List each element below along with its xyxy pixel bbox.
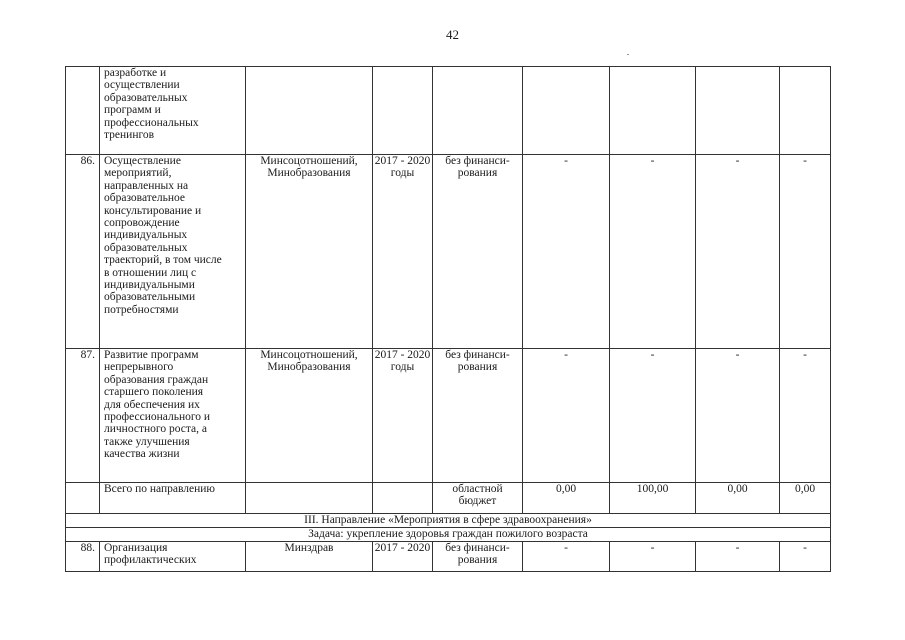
value-cell: -: [523, 542, 610, 572]
measures-table: [65, 66, 831, 572]
row-number: 87.: [66, 349, 100, 483]
value-cell: -: [696, 542, 780, 572]
table-row-88: [66, 542, 831, 572]
executor-cell: Минсоцотношений, Минобразования: [246, 155, 373, 349]
row-number: [66, 483, 100, 514]
scan-speck: [627, 54, 629, 55]
measure-description: Осуществление мероприятий, направленных на образовательное консультирование и сопровождение индивидуальных образовательных траекторий, в том числе в отношении лиц с индивидуальными образовательными потребностями: [100, 155, 246, 349]
source-cell: без финанси-рования: [433, 542, 523, 572]
value-cell: -: [523, 349, 610, 483]
table-row-continuation: [66, 67, 831, 155]
page-number: 42: [446, 27, 459, 42]
row-number: 86.: [66, 155, 100, 349]
value-cell: -: [610, 542, 696, 572]
period-cell: [373, 483, 433, 514]
executor-cell: Минздрав: [246, 542, 373, 572]
total-value: 100,00: [610, 483, 696, 514]
section-title: III. Направление «Мероприятия в сфере здравоохранения»: [66, 514, 831, 528]
task-heading-row: [66, 528, 831, 542]
value-cell: -: [780, 155, 831, 349]
section-heading-row: [66, 514, 831, 528]
total-value: 0,00: [696, 483, 780, 514]
value-cell: -: [780, 542, 831, 572]
source-cell: без финанси-рования: [433, 349, 523, 483]
period-cell: 2017 - 2020 годы: [373, 155, 433, 349]
value-cell: -: [610, 349, 696, 483]
value-cell: -: [610, 155, 696, 349]
value-cell: [780, 67, 831, 155]
period-cell: 2017 - 2020: [373, 542, 433, 572]
measure-description: разработке и осуществлении образовательных программ и профессиональных тренингов: [100, 67, 246, 155]
source-cell: [433, 67, 523, 155]
row-number: [66, 67, 100, 155]
value-cell: [523, 67, 610, 155]
value-cell: -: [780, 349, 831, 483]
value-cell: -: [696, 349, 780, 483]
period-cell: 2017 - 2020 годы: [373, 349, 433, 483]
executor-cell: [246, 67, 373, 155]
value-cell: [696, 67, 780, 155]
row-number: 88.: [66, 542, 100, 572]
task-title: Задача: укрепление здоровья граждан пожилого возраста: [66, 528, 831, 542]
source-cell: без финанси-рования: [433, 155, 523, 349]
period-cell: [373, 67, 433, 155]
total-label: Всего по направлению: [100, 483, 246, 514]
measure-description: Организация профилактических: [100, 542, 246, 572]
measure-description: Развитие программ непрерывного образования граждан старшего поколения для обеспечения их профессионального и личностного роста, а также улучшения качества жизни: [100, 349, 246, 483]
value-cell: -: [523, 155, 610, 349]
value-cell: -: [696, 155, 780, 349]
source-cell: областной бюджет: [433, 483, 523, 514]
table-row-total: [66, 483, 831, 514]
executor-cell: Минсоцотношений, Минобразования: [246, 349, 373, 483]
total-value: 0,00: [523, 483, 610, 514]
table-row-87: [66, 349, 831, 483]
total-value: 0,00: [780, 483, 831, 514]
table-row-86: [66, 155, 831, 349]
executor-cell: [246, 483, 373, 514]
value-cell: [610, 67, 696, 155]
